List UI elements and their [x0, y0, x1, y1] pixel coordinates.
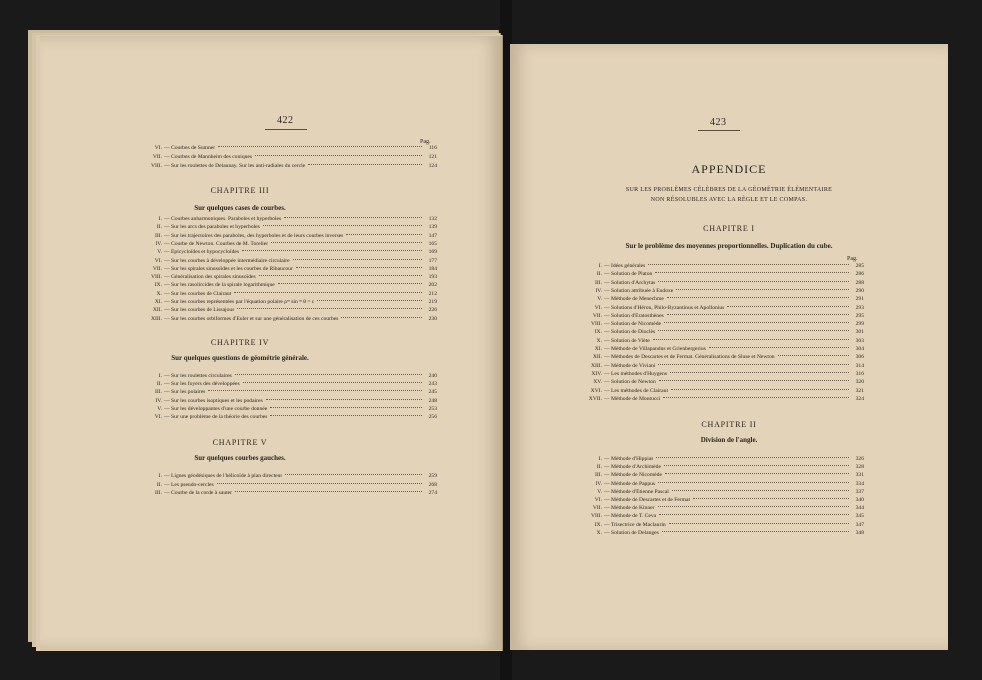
- entry-title: — Les pseudo-cercles: [164, 481, 214, 488]
- dot-leader: [208, 390, 422, 391]
- entry-page-number: 243: [428, 381, 437, 388]
- dot-leader: [671, 389, 849, 390]
- appendix-subtitle: SUR LES PROBLÈMES CÉLÈBRES DE LA GÉOMÉTRIE ÉLÉMENTAIRE: [625, 187, 833, 193]
- toc-entry: [560, 321, 864, 329]
- entry-page-number: 248: [428, 397, 437, 404]
- entry-page-number: 345: [855, 513, 864, 520]
- entry-title: — Sur les arcs des paraboles et hyperboles: [164, 224, 260, 231]
- entry-number: V.: [597, 488, 602, 495]
- entry-page-number: 253: [428, 405, 437, 412]
- entry-number: VIII.: [150, 163, 162, 169]
- entry-title: — Idées générales: [604, 263, 646, 269]
- entry-page-number: 124: [428, 163, 437, 169]
- toc-entry: [122, 216, 437, 224]
- entry-page-number: 230: [428, 315, 437, 322]
- entry-number: XIV.: [591, 370, 602, 377]
- chapter-subtitle: Sur quelques courbes gauches.: [194, 454, 286, 462]
- entry-number: I.: [158, 373, 162, 379]
- entry-number: VI.: [594, 304, 602, 311]
- entry-page-number: 306: [855, 354, 864, 361]
- entry-number: I.: [598, 263, 602, 269]
- dot-leader: [663, 397, 849, 398]
- entry-title: — Solution de Newton: [604, 379, 656, 386]
- entry-page-number: 288: [855, 279, 864, 286]
- dot-leader: [655, 272, 849, 273]
- page-number-rule: [698, 130, 740, 131]
- toc-entry: [560, 489, 864, 497]
- entry-title: — Sur les trajectoires des paraboles, des hyperboles et de leurs courbes inverses: [164, 232, 344, 239]
- entry-page-number: 259: [428, 473, 437, 479]
- chapter-subtitle: Sur quelques cases de courbes.: [194, 204, 286, 212]
- dot-leader: [667, 297, 849, 298]
- toc-entry: [122, 482, 437, 490]
- entry-title: — Courbe de la corde à sauter: [164, 490, 233, 496]
- entry-title: — Lignes géodésiques de l'hélicoïde à plan directeur: [164, 473, 283, 479]
- entry-number: IX.: [594, 521, 602, 528]
- entry-page-number: 328: [855, 464, 864, 471]
- toc-entry: [560, 464, 864, 472]
- toc-entry: [560, 363, 864, 371]
- entry-page-number: 293: [855, 304, 864, 311]
- dot-leader: [293, 259, 422, 260]
- toc-entry: [122, 145, 437, 153]
- toc-entry: [560, 288, 864, 296]
- entry-number: V.: [597, 296, 602, 303]
- dot-leader: [243, 382, 422, 383]
- toc-entry: [122, 398, 437, 406]
- entry-page-number: 121: [428, 154, 437, 160]
- entry-title: — Courbes de Mannheim des coniques: [164, 154, 253, 160]
- entry-page-number: 240: [428, 373, 437, 379]
- entry-title: — Méthode de Viviani: [604, 362, 656, 369]
- dot-leader: [665, 473, 849, 474]
- entry-number: VI.: [154, 257, 162, 264]
- chapter-subtitle: Sur le problème des moyennes proportionnelles. Duplication du cube.: [625, 242, 833, 250]
- toc-entry: [560, 305, 864, 313]
- entry-number: III.: [595, 472, 602, 479]
- toc-entry: [122, 406, 437, 414]
- entry-number: VIII.: [150, 274, 162, 281]
- dot-leader: [235, 374, 422, 375]
- entry-page-number: 304: [855, 346, 864, 352]
- entry-title: — Sur les développantes d'une courbe donnée: [164, 405, 268, 412]
- entry-page-number: 177: [428, 257, 437, 264]
- toc-entry: [560, 388, 864, 396]
- toc-entry: [122, 233, 437, 241]
- toc-entry: [560, 271, 864, 279]
- entry-title: — Généralisation des spirales sinusoïdes: [164, 274, 256, 281]
- dot-leader: [670, 372, 849, 373]
- dot-leader: [259, 275, 422, 276]
- entry-title: — Sur une problème de la théorie des courbes: [164, 414, 268, 420]
- entry-page-number: 226: [428, 307, 437, 314]
- entry-number: VII.: [592, 312, 602, 319]
- toc-entry: [560, 329, 864, 337]
- entry-number: XI.: [594, 346, 602, 352]
- entry-number: V.: [157, 249, 162, 256]
- toc-entry: [122, 241, 437, 249]
- entry-title: — Sur les polaires: [164, 389, 206, 396]
- entry-page-number: 334: [855, 480, 864, 487]
- toc-entry: [560, 481, 864, 489]
- entry-page-number: 202: [428, 282, 437, 289]
- dot-leader: [285, 474, 422, 475]
- dot-leader: [234, 292, 422, 293]
- chapter-heading: CHAPITRE II: [701, 420, 757, 429]
- entry-number: V.: [157, 405, 162, 412]
- entry-title: — Épicycloïdes et hypocycloïdes: [164, 249, 240, 256]
- left-page: [40, 36, 502, 650]
- entry-title: — Méthode d'Étienne Pascal: [604, 488, 669, 495]
- entry-title: — Méthode de Kinner: [604, 505, 655, 512]
- entry-title: — Méthode de Nicomède: [604, 472, 662, 479]
- toc-entry: [122, 163, 437, 171]
- toc-entry: [122, 249, 437, 257]
- toc-entry: [560, 472, 864, 480]
- entry-title: — Sur les courbes de Clairaut: [164, 290, 232, 297]
- chapter-subtitle: Sur quelques questions de géométrie générale.: [171, 354, 309, 362]
- entry-title: — Sur les courbes à développée intermédiaire circulaire: [164, 257, 290, 264]
- entry-page-number: 245: [428, 389, 437, 396]
- entry-title: — Sur les courbes orbiformes d'Euler et sur une généralisation de ces courbes: [164, 315, 339, 322]
- entry-title: — Solution attribuée à Eudoxe: [604, 287, 674, 294]
- entry-page-number: 274: [428, 490, 437, 496]
- entry-number: IV.: [155, 240, 162, 247]
- entry-number: XIII.: [590, 362, 602, 369]
- toc-entry: [560, 280, 864, 288]
- entry-title: — Trisectrice de Maclaurin: [604, 521, 666, 528]
- entry-title: — Solution de Dioclès: [604, 329, 656, 336]
- entry-page-number: 290: [855, 287, 864, 294]
- entry-number: XV.: [593, 379, 602, 386]
- entry-title: — Solution d'Eratosthènes: [604, 312, 664, 319]
- dot-leader: [308, 164, 422, 165]
- toc-entry: [560, 379, 864, 387]
- pag-label: Pag.: [847, 256, 858, 262]
- entry-number: I.: [598, 456, 602, 462]
- entry-title: — Solution de Viète: [604, 337, 650, 344]
- entry-title: — Courbes anharmoniques. Paraboles et hyperboles: [164, 216, 282, 222]
- entry-title: — Méthode d'Archimède: [604, 464, 661, 471]
- entry-page-number: 165: [428, 240, 437, 247]
- dot-leader: [271, 242, 422, 243]
- toc-entry: [122, 258, 437, 266]
- entry-page-number: 291: [855, 296, 864, 303]
- toc-entry: [122, 490, 437, 498]
- entry-number: XVI.: [590, 387, 602, 394]
- entry-page-number: 347: [855, 521, 864, 528]
- dot-leader: [658, 506, 850, 507]
- entry-number: XIII.: [150, 315, 162, 322]
- dot-leader: [658, 482, 849, 483]
- dot-leader: [778, 355, 849, 356]
- pag-label: Pag.: [420, 139, 431, 145]
- entry-title: — Sur les foyers des développées: [164, 381, 240, 388]
- entry-number: IV.: [155, 397, 162, 404]
- entry-title: — Méthode de Descartes et de Fermat: [604, 497, 691, 503]
- entry-title: — Sur les spirales sinusoïdes et les courbes de Ribaucour: [164, 265, 293, 272]
- page-number-rule: [265, 129, 307, 130]
- entry-number: II.: [596, 464, 602, 471]
- entry-number: IV.: [595, 480, 602, 487]
- toc-entry: [560, 513, 864, 521]
- entry-number: VII.: [152, 265, 162, 272]
- chapter-heading: CHAPITRE IV: [210, 338, 270, 347]
- entry-page-number: 314: [855, 362, 864, 369]
- entry-title: — Solution de Nicomède: [604, 321, 662, 328]
- toc-entry: [122, 282, 437, 290]
- appendix-title: APPENDICE: [691, 162, 767, 176]
- entry-page-number: 348: [855, 529, 864, 536]
- dot-leader: [659, 514, 849, 515]
- dot-leader: [284, 217, 422, 218]
- entry-title: — Les méthodes de Clairaut: [604, 387, 669, 394]
- entry-title: — Sur les rasolircides de la spirale logarithmique: [164, 282, 275, 289]
- dot-leader: [669, 523, 849, 524]
- entry-page-number: 301: [855, 329, 864, 336]
- entry-title: — Sur les courbes représentées par l'équation polaire ρᵐ sin ᵐ θ = c: [164, 299, 315, 305]
- entry-number: IX.: [154, 282, 162, 289]
- toc-entry: [560, 497, 864, 505]
- dot-leader: [296, 267, 422, 268]
- entry-title: — Solutions d'Héron, Philo-Byzantinus et Apollonius: [604, 304, 725, 311]
- dot-leader: [676, 289, 849, 290]
- entry-page-number: 193: [428, 274, 437, 281]
- entry-page-number: 256: [428, 414, 437, 420]
- entry-page-number: 321: [855, 387, 864, 394]
- entry-number: I.: [158, 473, 162, 479]
- chapter-heading: CHAPITRE I: [703, 224, 755, 233]
- dot-leader: [235, 491, 422, 492]
- entry-number: X.: [156, 290, 162, 297]
- entry-number: II.: [156, 481, 162, 488]
- entry-page-number: 340: [855, 497, 864, 503]
- dot-leader: [263, 225, 422, 226]
- entry-page-number: 286: [855, 271, 864, 278]
- toc-entry: [560, 263, 864, 271]
- toc-entry: [122, 266, 437, 274]
- entry-title: — Sur les roulettes de Delaunay. Sur les anti-radiales du cercle: [164, 163, 306, 169]
- dot-leader: [317, 300, 422, 301]
- entry-number: II.: [596, 271, 602, 278]
- entry-title: — Sur les roulettes circulaires: [164, 373, 232, 379]
- toc-entry: [122, 307, 437, 315]
- toc-entry: [122, 381, 437, 389]
- toc-entry: [560, 530, 864, 538]
- entry-number: II.: [156, 381, 162, 388]
- entry-number: III.: [155, 389, 162, 396]
- dot-leader: [278, 283, 422, 284]
- entry-title: — Méthode d'Hippias: [604, 456, 654, 462]
- entry-title: — Solution de Platon: [604, 271, 653, 278]
- dot-leader: [658, 364, 849, 365]
- chapter-subtitle: Division de l'angle.: [700, 436, 758, 444]
- entry-page-number: 219: [428, 299, 437, 305]
- toc-entry: [560, 346, 864, 354]
- dot-leader: [727, 306, 849, 307]
- entry-page-number: 116: [428, 145, 437, 151]
- entry-page-number: 268: [428, 481, 437, 488]
- dot-leader: [709, 347, 849, 348]
- dot-leader: [693, 498, 849, 499]
- entry-number: IX.: [594, 329, 602, 336]
- entry-number: VI.: [154, 145, 162, 151]
- toc-entry: [560, 522, 864, 530]
- toc-entry: [122, 154, 437, 162]
- dot-leader: [218, 146, 422, 147]
- toc-entry: [122, 373, 437, 381]
- entry-number: VIII.: [590, 321, 602, 328]
- dot-leader: [266, 399, 422, 400]
- toc-entry: [122, 224, 437, 232]
- toc-entry: [122, 291, 437, 299]
- entry-title: — Méthode de Menechme: [604, 296, 664, 303]
- dot-leader: [255, 155, 422, 156]
- entry-number: XI.: [154, 299, 162, 305]
- toc-entry: [560, 354, 864, 362]
- chapter-heading: CHAPITRE V: [212, 438, 268, 447]
- dot-leader: [653, 339, 849, 340]
- entry-page-number: 331: [855, 472, 864, 479]
- entry-page-number: 303: [855, 337, 864, 344]
- entry-page-number: 139: [428, 224, 437, 231]
- dot-leader: [341, 317, 422, 318]
- entry-page-number: 212: [428, 290, 437, 297]
- entry-number: VII.: [152, 154, 162, 160]
- entry-page-number: 337: [855, 488, 864, 495]
- toc-entry: [122, 299, 437, 307]
- entry-title: — Les méthodes d'Huygens: [604, 370, 667, 377]
- dot-leader: [656, 457, 849, 458]
- dot-leader: [672, 490, 849, 491]
- entry-page-number: 295: [855, 312, 864, 319]
- entry-number: VI.: [594, 497, 602, 503]
- entry-title: — Solution de Delanges: [604, 529, 659, 536]
- page-number: 422: [277, 115, 294, 126]
- entry-title: — Méthode de Montucci: [604, 395, 661, 402]
- toc-entry: [122, 316, 437, 324]
- entry-title: — Sur les courbes isoptiques et les podaires: [164, 397, 263, 404]
- entry-number: III.: [155, 232, 162, 239]
- dot-leader: [217, 483, 422, 484]
- entry-title: — Courbe de Newton. Courbes de M. Torelier: [164, 240, 269, 247]
- toc-entry: [560, 456, 864, 464]
- dot-leader: [658, 330, 849, 331]
- appendix-subtitle: NON RÉSOLUBLES AVEC LA RÈGLE ET LE COMPAS.: [650, 197, 808, 203]
- dot-leader: [242, 250, 422, 251]
- entry-number: XVII.: [588, 395, 602, 402]
- dot-leader: [667, 314, 849, 315]
- entry-number: X.: [596, 337, 602, 344]
- dot-leader: [346, 234, 422, 235]
- entry-number: X.: [596, 529, 602, 536]
- chapter-heading: CHAPITRE III: [210, 186, 270, 195]
- dot-leader: [648, 264, 849, 265]
- entry-title: — Solution d'Archytas: [604, 279, 656, 286]
- dot-leader: [237, 308, 422, 309]
- entry-number: III.: [155, 490, 162, 496]
- entry-page-number: 147: [428, 232, 437, 239]
- entry-page-number: 184: [428, 265, 437, 272]
- entry-page-number: 169: [428, 249, 437, 256]
- entry-number: XII.: [152, 307, 162, 314]
- entry-title: — Méthodes de Descartes et de Fermat. Généralisations de Sluse et Newton: [604, 354, 775, 361]
- entry-page-number: 132: [428, 216, 437, 222]
- entry-page-number: 326: [855, 456, 864, 462]
- toc-entry: [560, 505, 864, 513]
- entry-title: — Méthode de Villapandus et Grienbergerius: [604, 346, 706, 352]
- entry-number: II.: [156, 224, 162, 231]
- page-number: 423: [710, 117, 727, 128]
- dot-leader: [659, 380, 849, 381]
- entry-page-number: 344: [855, 505, 864, 512]
- entry-page-number: 285: [855, 263, 864, 269]
- entry-number: VII.: [592, 505, 602, 512]
- dot-leader: [658, 281, 849, 282]
- entry-number: VIII.: [590, 513, 602, 520]
- dot-leader: [270, 415, 422, 416]
- entry-number: III.: [595, 279, 602, 286]
- dot-leader: [270, 407, 422, 408]
- entry-title: — Méthode de Pappus: [604, 480, 656, 487]
- toc-entry: [560, 338, 864, 346]
- entry-page-number: 316: [855, 370, 864, 377]
- entry-title: — Méthode de T. Ceva: [604, 513, 657, 520]
- entry-page-number: 324: [855, 395, 864, 402]
- toc-entry: [122, 274, 437, 282]
- toc-entry: [560, 313, 864, 321]
- toc-entry: [560, 396, 864, 404]
- entry-title: — Courbes de Sumner: [164, 145, 216, 151]
- entry-page-number: 320: [855, 379, 864, 386]
- toc-entry: [560, 296, 864, 304]
- dot-leader: [662, 531, 849, 532]
- toc-entry: [122, 414, 437, 422]
- toc-entry: [122, 389, 437, 397]
- toc-entry: [122, 473, 437, 481]
- toc-entry: [560, 371, 864, 379]
- entry-number: VI.: [154, 414, 162, 420]
- dot-leader: [664, 465, 849, 466]
- entry-number: I.: [158, 216, 162, 222]
- entry-title: — Sur les courbes de Lissajous: [164, 307, 235, 314]
- entry-number: IV.: [595, 287, 602, 294]
- right-page: [510, 44, 948, 650]
- entry-page-number: 299: [855, 321, 864, 328]
- dot-leader: [664, 322, 849, 323]
- entry-number: XII.: [592, 354, 602, 361]
